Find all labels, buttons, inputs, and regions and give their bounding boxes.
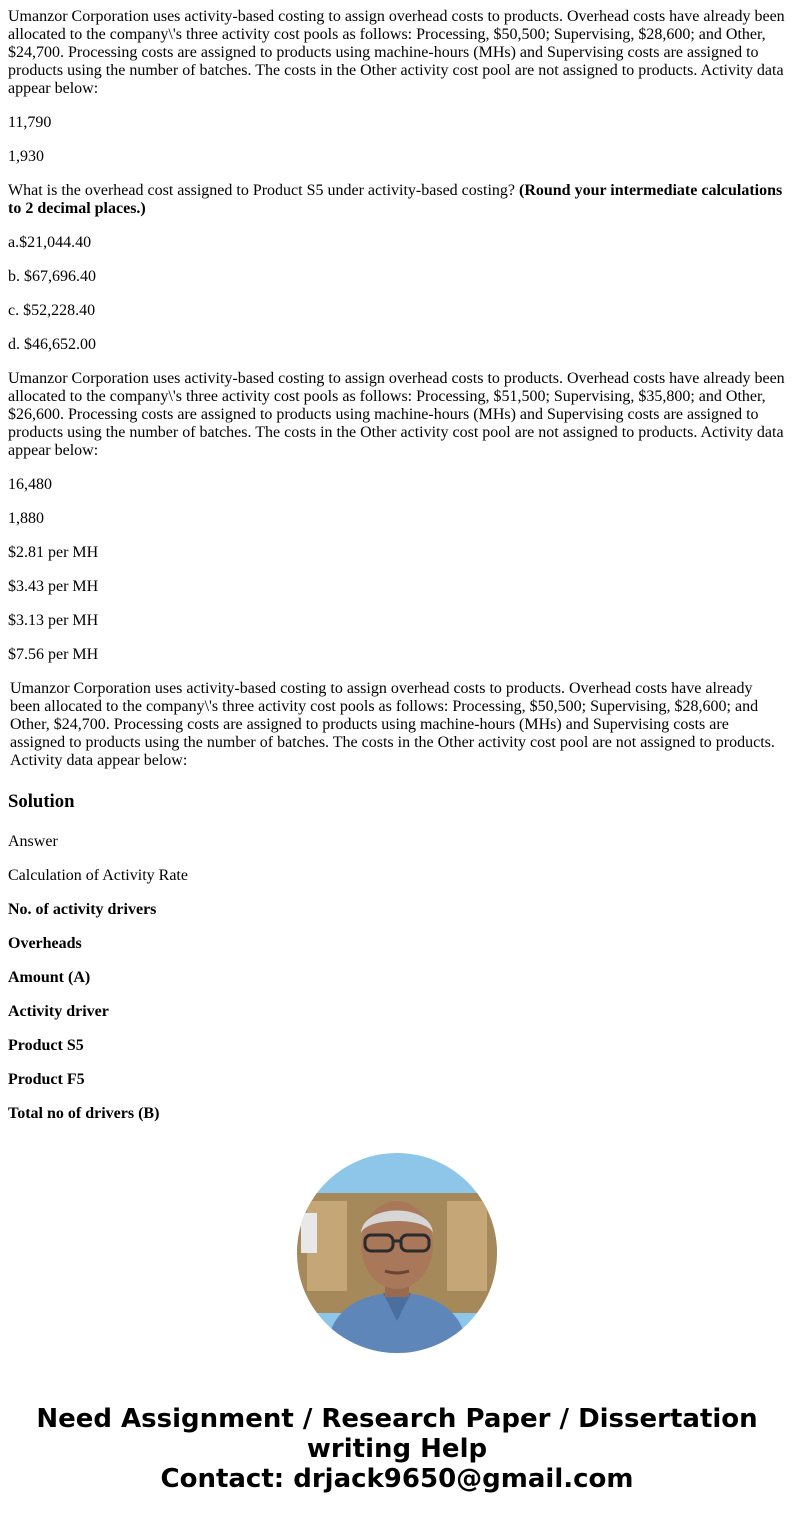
question2-option: $7.56 per MH [8, 646, 99, 663]
question1-data-value: 11,790 [8, 114, 52, 131]
question1-option-b: b. $67,696.40 [8, 268, 96, 285]
solution-calc-title: Calculation of Activity Rate [8, 867, 188, 884]
promo-contact: Contact: drjack9650@gmail.com [160, 1464, 634, 1494]
question1-intro: Umanzor Corporation uses activity-based costing to assign overhead costs to products. Overhead costs have already been allocated to the company\'s three activity cost pools as follows: Processing, $50,500; Supervising, $28,600; and Other, $24,700. Processing costs are assigned to products using machine-hours (MHs) and Supervising costs are assigned to products using the number of batches. The costs in the Other activity cost pool are not assigned to products. Activity data appear below: [8, 8, 785, 97]
question2-data-value: 16,480 [8, 476, 52, 493]
solution-bold-line: Product S5 [8, 1037, 84, 1054]
avatar-portrait [297, 1153, 497, 1353]
question3-intro: Umanzor Corporation uses activity-based costing to assign overhead costs to products. Overhead costs have already been allocated to the company\'s three activity cost pools as follows: Processing, $50,500; Supervising, $28,600; and Other, $24,700. Processing costs are assigned to products using machine-hours (MHs) and Supervising costs are assigned to products using the number of batches. The costs in the Other activity cost pool are not assigned to products. Activity data appear below: [10, 680, 775, 769]
solution-bold-line: Total no of drivers (B) [8, 1105, 160, 1122]
question2-option: $2.81 per MH [8, 544, 99, 561]
solution-bold-line: Overheads [8, 935, 82, 952]
solution-answer-label: Answer [8, 833, 58, 850]
document-body [8, 0, 788, 1123]
question1-option-c: c. $52,228.40 [8, 302, 96, 319]
question2-data-value: 1,880 [8, 510, 44, 527]
avatar [297, 1153, 497, 1353]
solution-bold-line: Product F5 [8, 1071, 85, 1088]
promo-banner [0, 1404, 794, 1494]
question2-intro: Umanzor Corporation uses activity-based costing to assign overhead costs to products. Overhead costs have already been allocated to the company\'s three activity cost pools as follows: Processing, $51,500; Supervising, $35,800; and Other, $26,600. Processing costs are assigned to products using machine-hours (MHs) and Supervising costs are assigned to products using the number of batches. The costs in the Other activity cost pool are not assigned to products. Activity data appear below: [8, 370, 785, 459]
question1-prompt [8, 182, 788, 218]
solution-bold-line: Amount (A) [8, 969, 91, 986]
solution-bold-line: No. of activity drivers [8, 901, 157, 918]
question2-option: $3.43 per MH [8, 578, 99, 595]
question1-prompt-note: (Round your intermediate calculations to 2 decimal places.) [8, 182, 783, 217]
promo-line: Need Assignment / Research Paper / Dissertation [36, 1404, 758, 1434]
question1-prompt-text: What is the overhead cost assigned to Product S5 under activity-based costing? [8, 182, 515, 199]
question2-option: $3.13 per MH [8, 612, 99, 629]
question1-option-a: a.$21,044.40 [8, 234, 92, 251]
solution-bold-line: Activity driver [8, 1003, 109, 1020]
promo-line: writing Help [306, 1434, 488, 1464]
question1-option-d: d. $46,652.00 [8, 336, 96, 353]
solution-heading: Solution [8, 791, 75, 812]
question1-data-value: 1,930 [8, 148, 44, 165]
